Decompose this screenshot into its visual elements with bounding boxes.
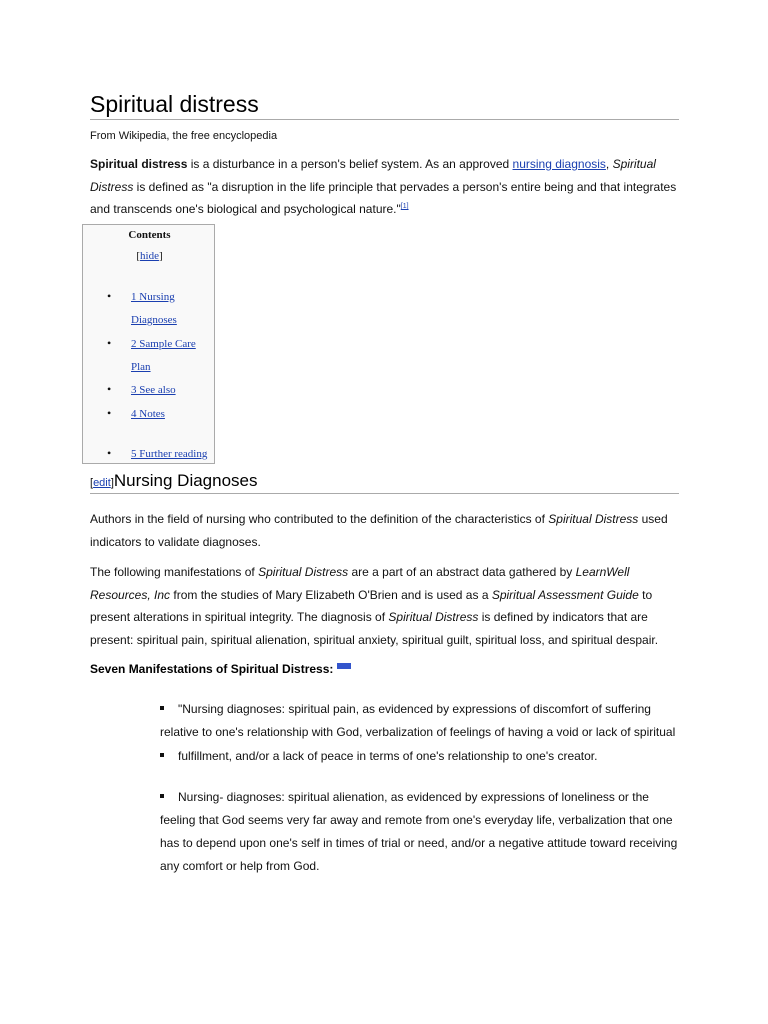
square-bullet-icon [160,753,164,757]
para2-italic-4: Spiritual Distress [388,610,479,624]
title-divider [90,119,679,120]
para1-italic-term: Spiritual Distress [548,512,639,526]
toc-item-2-line2[interactable]: Plan [131,361,151,373]
toc-item-notes[interactable] [131,403,215,426]
square-bullet-icon [160,794,164,798]
intro-bold-term: Spiritual distress [90,157,188,171]
reference-1 [401,203,409,210]
toc-item-1-line1[interactable]: 1 Nursing [131,291,175,303]
section-paragraph-1 [90,508,682,553]
site-tagline: From Wikipedia, the free encyclopedia [90,130,278,142]
toc-item-3[interactable]: 3 See also [131,384,176,396]
intro-text-1: is a disturbance in a person's belief system. As an approved [187,157,513,171]
list-item [160,786,680,878]
toc-item-sample-care-plan[interactable] [131,333,215,379]
toc-bullet-icon: • [107,289,112,303]
manifestations-subheading [90,660,351,678]
bullet-3-rest: feeling that God seems very far away and remote from one's everyday life, verbalization that one has to depend upon one's self in times of trial or need, and/or a negative attitude toward receiving any comfort or help from God. [160,813,678,873]
para2-text-2: are a part of an abstract data gathered by [348,565,576,579]
toc-item-4[interactable]: 4 Notes [131,408,165,420]
table-of-contents [82,224,215,464]
toc-bullet-icon: • [107,406,112,420]
toc-hide-link[interactable]: hide [140,250,159,262]
page-title: Spiritual distress [90,91,259,117]
toc-bullet-icon: • [107,446,112,460]
section-paragraph-2 [90,561,682,651]
intro-text-2: , [605,157,613,171]
toc-item-nursing-diagnoses[interactable] [131,286,215,332]
intro-text-3: is defined as "a disruption in the life principle that pervades a person's entire being and that integrates and transcends one's biological and psychological nature." [90,179,677,216]
para2-text-3: from the studies of Mary Elizabeth O'Brien and is used as a [170,587,492,602]
edit-bracket-open: [ [90,477,94,489]
bullet-2-line-1: fulfillment, and/or a lack of peace in terms of one's relationship to one's creator. [178,749,598,763]
toc-item-2-line1[interactable]: 2 Sample Care [131,338,196,350]
para2-text-4: to present alterations in spiritual integrity. The diagnosis of [90,587,653,624]
section-divider [90,493,679,494]
para2-italic-3: Spiritual Assessment Guide [491,587,639,602]
toc-hide-bracket-open: [ [136,250,141,262]
bullet-3-line-1: Nursing- diagnoses: spiritual alienation, as evidenced by expressions of loneliness or the [178,790,649,804]
para2-italic-1: Spiritual Distress [258,565,349,579]
list-item [160,698,680,744]
toc-item-5[interactable]: 5 Further reading [131,448,208,460]
toc-bullet-icon: • [107,336,112,350]
nursing-diagnosis-link[interactable]: nursing diagnosis [512,157,606,171]
toc-bullet-icon: • [107,382,112,396]
toc-item-further-reading[interactable] [131,443,215,466]
intro-italic-term: Spiritual Distress [90,157,656,194]
para2-italic-2: LearnWell Resources, Inc [90,565,630,602]
toc-item-see-also[interactable] [131,379,215,402]
toc-hide-toggle [83,250,216,262]
reference-badge-icon[interactable] [337,663,351,669]
bullet-1-line-2: relative to one's relationship with God, verbalization of feelings of having a void or lack of spiritual [160,725,676,739]
square-bullet-icon [160,706,164,710]
para1-text-1: Authors in the field of nursing who contributed to the definition of the characteristics of [90,512,549,526]
edit-bracket-close: ] [110,477,114,489]
edit-section-link[interactable]: edit [93,477,111,489]
edit-section-control [90,477,114,489]
section-heading-nursing-diagnoses [90,470,258,494]
bullet-1-line-1: "Nursing diagnoses: spiritual pain, as evidenced by expressions of discomfort of suffering [178,702,651,716]
para2-text-5: is defined by indicators that are present: spiritual pain, spiritual alienation, spiritual anxiety, spiritual guilt, spiritual loss, and spiritual despair. [90,610,659,647]
list-item [160,745,680,768]
para2-text-1: The following manifestations of [90,565,259,579]
subheading-text: Seven Manifestations of Spiritual Distress: [90,662,334,676]
section-heading-text: Nursing Diagnoses [113,471,258,490]
toc-title: Contents [128,229,171,241]
para1-text-2: used indicators to validate diagnoses. [90,512,668,549]
intro-paragraph [90,153,682,221]
reference-1-link[interactable]: [1] [400,203,409,210]
toc-item-1-line2[interactable]: Diagnoses [131,314,177,326]
toc-hide-bracket-close: ] [158,250,163,262]
